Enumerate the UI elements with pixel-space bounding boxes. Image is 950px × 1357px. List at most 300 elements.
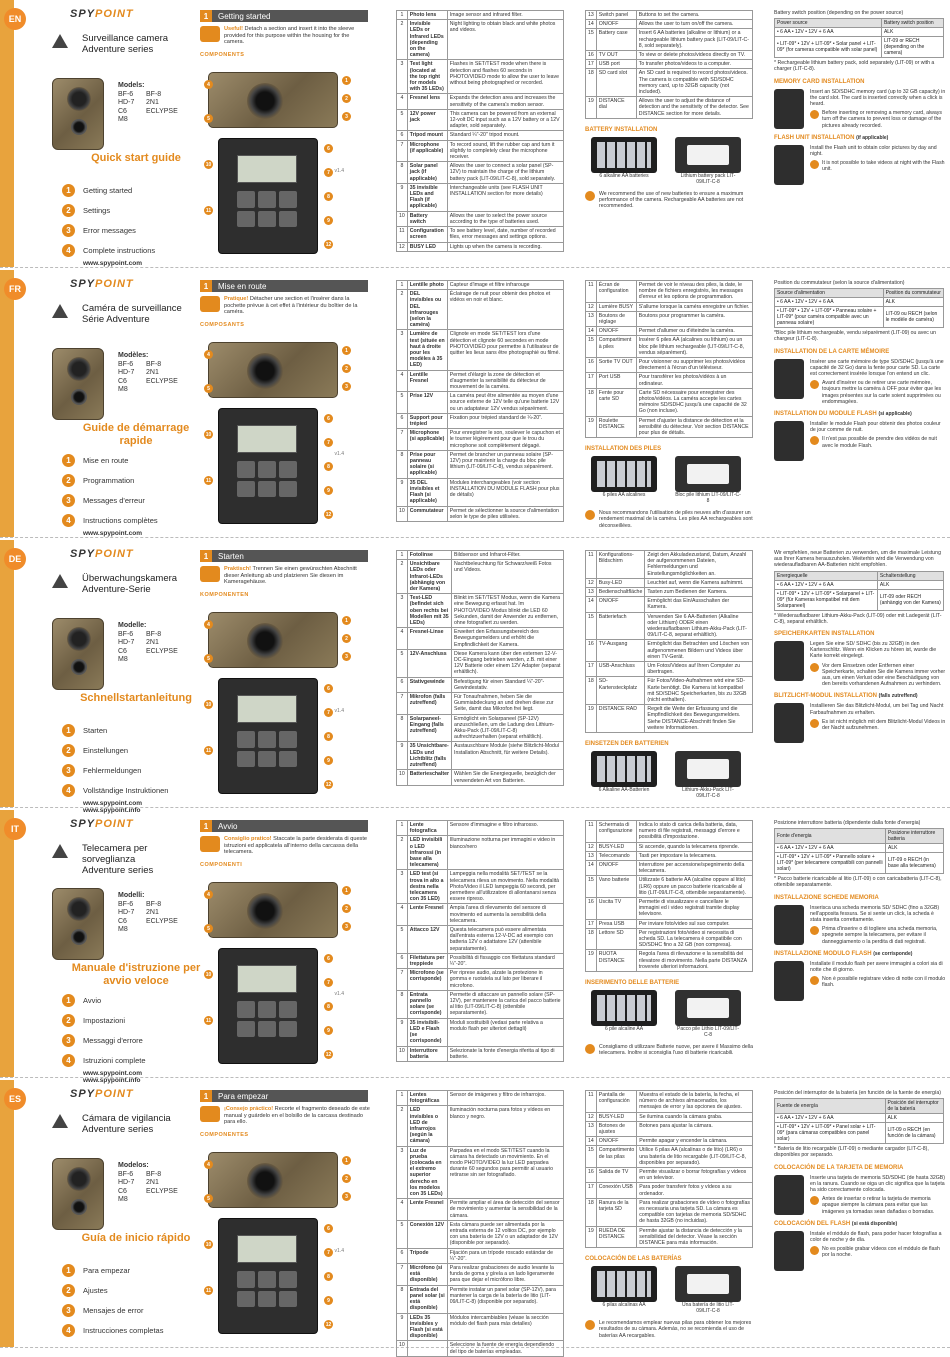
models-list <box>118 1162 186 1205</box>
model-name: ECLYPSE <box>146 917 178 925</box>
table-cell: LIT-09 o RECH (in base alla telecamera) <box>886 853 944 874</box>
model-name: HD-7 <box>118 369 135 376</box>
component-callout: 6 <box>324 1224 333 1233</box>
warning-icon <box>810 976 819 985</box>
memory-card-text: Insérer une carte mémoire de type SD/SDHC (jusqu'à une capacité de 32 Go) dans la fente pour carte SD. La carte est correctement insérée lorsque l'on entend un clic. <box>810 358 944 378</box>
table-cell: Salida de TV <box>596 1168 636 1183</box>
table-cell: 7 <box>397 1264 408 1286</box>
guide-title-text: Guide de démarrage rapide <box>82 422 190 447</box>
table-row <box>586 1112 753 1121</box>
component-table-a <box>396 820 564 1062</box>
table-cell: Lettore SD <box>596 928 636 950</box>
table-cell: Presa USB <box>596 919 636 928</box>
version-label: v1.4 <box>334 708 344 714</box>
table-cell: Tripod mount <box>407 131 447 140</box>
table-cell: 1 <box>397 281 408 290</box>
table-cell: Permet de voir le niveau des piles, la date, le nombre de fichiers enregistrés, les messages d'erreur et les options de programmation. <box>636 281 752 303</box>
table-cell: 6 <box>397 131 408 140</box>
table-cell: Leuchtet auf, wenn die Kamera aufnimmt. <box>645 578 753 587</box>
brand-logo <box>70 818 150 832</box>
battery-caption: 6 piles AA alcalines <box>602 492 646 499</box>
table-row <box>586 416 753 438</box>
panel-button <box>279 1021 297 1038</box>
table-cell: 10 <box>397 506 408 521</box>
model-name: BF-8 <box>146 1170 162 1178</box>
table-cell: Microphone (si applicable) <box>407 429 447 451</box>
table-row <box>397 162 564 184</box>
table-cell: Diese Kamera kann über den externen 12-V-DC-Eingang betrieben werden, z.B. mit einer 12V Batterie oder einem 12V Adapter (separat erhältlich). <box>452 649 564 677</box>
flash-heading <box>774 951 946 957</box>
camera-interior-illustration <box>218 678 318 794</box>
table-cell: 14 <box>586 20 597 29</box>
table-cell: Permet de brancher un panneau solaire (SP-12V) pour maintenir la charge du bloc pile lithium (LIT-09/LIT-C-8), vendus séparément. <box>447 450 563 478</box>
table-cell: 14 <box>586 861 597 876</box>
tip-bold: Useful! <box>224 26 243 32</box>
guide-title-text: Quick start guide <box>91 152 181 164</box>
battery-caption: Una batería de litio LIT-09/LIT-C-8 <box>682 1302 734 1315</box>
step-item[interactable] <box>62 180 155 200</box>
table-cell: Attacco 12V <box>407 926 447 954</box>
info-icon <box>585 510 595 520</box>
installation-panel <box>774 10 946 185</box>
battery-captions <box>585 492 753 504</box>
table-cell: TV-Ausgang <box>596 640 645 662</box>
battery-caption: 6 alkaline AA batteries <box>599 172 649 179</box>
table-row <box>397 904 564 926</box>
component-callout: 7 <box>324 708 333 717</box>
battery-captions <box>585 787 753 799</box>
switch-footnote: * Pacco batterie ricaricabile al litio (LIT-09) o con caricabatteria (LIT-C-8), ottenibile separatamente. <box>774 876 942 889</box>
panel-button <box>237 731 255 748</box>
camera-front-image <box>52 888 104 960</box>
component-callout: 11 <box>205 207 212 214</box>
section-title: Avvio <box>218 821 238 831</box>
panel-button <box>279 1291 297 1308</box>
step-item[interactable] <box>62 740 168 760</box>
table-cell: Allows the user to select the power source according to the type of batteries used. <box>447 211 563 226</box>
component-callout: 7 <box>324 168 333 177</box>
memory-card-warning <box>810 380 946 405</box>
website-link[interactable]: www.spypoint.com <box>83 1070 142 1077</box>
steps-list <box>62 180 155 267</box>
component-table-b <box>585 10 753 209</box>
table-cell: Sensor de imágenes y filtro de infrarrojos. <box>447 1091 563 1106</box>
table-cell: ON/OFF <box>596 597 645 612</box>
table-cell: ALK <box>881 28 943 37</box>
table-row <box>397 1199 564 1221</box>
table-cell: Moduli sostituibili (vedasi parte relativa a modulo flash per ulteriori dettagli) <box>447 1018 563 1046</box>
lcd-screen <box>237 155 297 183</box>
camera-top-illustration <box>208 1152 338 1208</box>
table-cell: 9 <box>397 1018 408 1046</box>
table-row <box>586 950 753 972</box>
table-cell: Carte SD nécessaire pour enregistrer des photos/vidéos. La caméra accepte les cartes mémoire SD/SDHC jusqu'à une capacité de 32 Go (non incluse). <box>636 388 752 416</box>
lithium-pack-image <box>675 751 741 787</box>
table-cell: BUSY-LED <box>596 842 636 851</box>
panel-button <box>279 481 297 498</box>
section-number: 1 <box>200 280 212 292</box>
table-header: Power source <box>775 19 882 28</box>
step-item[interactable] <box>62 470 158 490</box>
component-table-b <box>585 820 753 1056</box>
table-header: Energiequelle <box>775 571 878 580</box>
table-cell: Ermöglicht ein Solarpaneel (SP-12V) anzuschließen, um die Ladung des Lithium-Akku-Pack (LIT-09/LIT-C-8) aufrechtzuerhalten (separat erhältlich). <box>452 714 564 742</box>
flash-warning <box>810 976 946 988</box>
step-number: 2 <box>62 204 75 217</box>
table-cell: 15 <box>586 29 597 51</box>
language-color-bar <box>0 810 14 1077</box>
panel-button <box>258 731 276 748</box>
step-item[interactable] <box>62 1280 163 1300</box>
flash-text-block <box>810 1231 946 1271</box>
step-label: Complete instructions <box>83 245 156 255</box>
step-item[interactable] <box>62 450 158 470</box>
memory-card-warning <box>810 926 946 945</box>
switch-intro: Position du commutateur (selon la source d'alimentation) <box>774 280 905 286</box>
step-item[interactable] <box>62 990 146 1010</box>
tip-text <box>224 566 370 586</box>
flash-heading-text: COLOCACIÓN DEL FLASH <box>774 1220 851 1227</box>
table-cell: 5 <box>397 926 408 954</box>
table-cell: Für Fotos/Video-Aufnahmen wird eine SD-Karte benötigt. Die Kamera ist kompatibel mit SD/SDHC Speicherkarten, bis zu 32GB (nicht enthalten). <box>645 677 753 705</box>
panel-button <box>237 461 255 478</box>
memory-card-row <box>774 641 946 687</box>
step-number: 1 <box>62 994 75 1007</box>
flash-text: Installer le module Flash pour obtenir des photos couleur de jour comme de nuit. <box>810 421 941 434</box>
table-cell: 35 Unsichtbare-LEDs und Lichtblitz (falls zutreffend) <box>407 742 451 770</box>
power-switch-table <box>774 18 944 58</box>
flash-row <box>774 1231 946 1271</box>
battery-captions <box>585 1302 753 1314</box>
model-name: M8 <box>118 116 128 123</box>
table-row <box>775 1114 944 1123</box>
table-cell: LED invisibles o LED de infrarrojos (según la cámara) <box>407 1106 447 1146</box>
table-cell: • LIT-09* • 12V + LIT-09* • Solarpanel + LIT-09* (für Kameras kompatibel mit dem Solarpaneel) <box>775 589 878 610</box>
table-cell: 10 <box>397 211 408 226</box>
table-cell: Vano batterie <box>596 876 636 898</box>
step-item[interactable] <box>62 1010 146 1030</box>
table-cell: 13 <box>586 1121 597 1136</box>
flash-unit-image <box>774 703 804 743</box>
version-label: v1.4 <box>334 1248 344 1254</box>
website-link[interactable]: www.spypoint.info <box>83 807 141 814</box>
switch-footnote: * Wiederaufladbarer Lithium-Akku-Pack (LIT-09) oder mit Ladegerät (LIT-C-8), separat erhältlich. <box>774 612 942 625</box>
table-cell: Para poder transferir fotos y vídeos a su ordenador. <box>637 1183 753 1198</box>
component-callout: 10 <box>205 1241 212 1248</box>
component-callout: 10 <box>205 701 212 708</box>
table-row <box>586 29 753 51</box>
step-item[interactable] <box>62 220 155 240</box>
table-row <box>397 969 564 991</box>
step-item[interactable] <box>62 200 155 220</box>
table-row <box>775 1123 944 1144</box>
warning-icon <box>810 663 819 672</box>
flash-heading-text: BLITZLICHT-MODUL INSTALLATION <box>774 693 877 700</box>
component-callout: 1 <box>342 1156 351 1165</box>
battery-images <box>585 751 753 787</box>
table-row <box>397 60 564 94</box>
table-cell: An SD card is required to record photos/videos. The camera is compatible with SD/SDHC memory card, up to 32GB capacity (not included). <box>636 69 752 97</box>
section-title: Mise en route <box>218 281 267 291</box>
tip-body: Detach a section and insert it into the sleeve provided for this purpose within the housing for the camera. <box>224 26 355 45</box>
table-header-row <box>775 19 944 28</box>
components-heading: COMPONENTS <box>200 51 245 58</box>
table-row <box>586 677 753 705</box>
camera-interior-illustration <box>218 1218 318 1334</box>
step-item[interactable] <box>62 780 168 800</box>
step-item[interactable] <box>62 240 155 260</box>
table-cell: 4 <box>397 904 408 926</box>
table-row <box>397 560 564 594</box>
step-item[interactable] <box>62 720 168 740</box>
table-cell: ALK <box>886 844 944 853</box>
brand-logo <box>70 8 150 22</box>
table-cell: Allows the user to connect a solar panel (SP-12V) to maintain the charge of the lithium battery pack (LIT-09/LIT-C-8), sold separately. <box>447 162 563 184</box>
flash-text: Installate il modulo flash per avere immagini a colori sia di notte che di giorno. <box>810 960 943 974</box>
table-cell: 12 <box>586 302 597 311</box>
table-row <box>397 990 564 1018</box>
table-cell: 11 <box>586 1091 597 1113</box>
component-table-b <box>585 550 753 799</box>
panel-button <box>258 1001 276 1018</box>
flash-text: Instale el módulo de flash, para poder hacer fotografías a color de noche y de día. <box>810 1230 942 1244</box>
table-row <box>397 450 564 478</box>
component-callout: 11 <box>205 1017 212 1024</box>
flash-unit-image <box>774 421 804 461</box>
flash-heading-note: (if applicable) <box>856 134 889 141</box>
flash-heading-text: INSTALLAZIONE MODULO FLASH <box>774 950 872 957</box>
table-cell: 17 <box>586 60 597 69</box>
panel-button <box>237 191 255 208</box>
table-cell: 7 <box>397 429 408 451</box>
flash-heading-text: FLASH UNIT INSTALLATION <box>774 134 855 141</box>
table-header: Source d'alimentation <box>775 289 884 298</box>
component-table-a <box>396 550 564 786</box>
models-list <box>118 352 186 395</box>
step-item[interactable] <box>62 490 158 510</box>
table-cell: USB-Anschluss <box>596 662 645 677</box>
step-item[interactable] <box>62 1320 163 1340</box>
component-callout: 7 <box>324 438 333 447</box>
table-cell: 6 <box>397 1248 408 1263</box>
step-item[interactable] <box>62 1050 146 1070</box>
getting-started-panel <box>200 10 370 260</box>
component-callout: 5 <box>204 384 213 393</box>
table-cell: Commutateur <box>407 506 447 521</box>
step-item[interactable] <box>62 1300 163 1320</box>
step-label: Fehlermeldungen <box>83 765 142 775</box>
version-label: v1.4 <box>334 451 344 457</box>
step-label: Impostazioni <box>83 1015 126 1025</box>
warning-text: Vor dem Einsetzen oder Entfernen einer Speicherkarte, schalten Sie die Kamera immer vorher aus, um einen Verlust oder eine Beschädigung von den bereits vorhandenen Aufnahmen zu verhindern. <box>822 662 946 688</box>
memory-card-warning <box>810 663 946 688</box>
steps-list <box>62 1260 163 1340</box>
table-cell: Luz de prueba (colocada en el extremo superior derecho en los modelos con 35 LEDs) <box>407 1146 447 1199</box>
table-row <box>586 1183 753 1198</box>
table-cell: Lentille photo <box>407 281 447 290</box>
table-row <box>586 281 753 303</box>
table-cell: LIT-09 oder RECH (anhängig von der Kamera) <box>877 589 943 610</box>
component-callout: 5 <box>204 1194 213 1203</box>
table-header: Battery switch position <box>881 19 943 28</box>
panel-button <box>237 211 255 228</box>
battery-note <box>585 510 753 529</box>
step-label: Mise en route <box>83 455 129 465</box>
component-callout: 6 <box>324 144 333 153</box>
battery-captions <box>585 173 753 185</box>
table-cell: ON/OFF <box>596 861 636 876</box>
flash-heading-text: INSTALLATION DU MODULE FLASH <box>774 411 877 418</box>
table-row <box>586 612 753 640</box>
step-number: 2 <box>62 474 75 487</box>
table-cell: Lentes fotográficas <box>407 1091 447 1106</box>
warning-text: Avant d'insérer ou de retirer une carte mémoire, toujours mettre la caméra à OFF pour éviter que les images présentes sur la carte soient supprimées ou endommagées. <box>822 380 942 405</box>
table-cell: 12 <box>586 578 597 587</box>
table-cell: 15 <box>586 1146 597 1168</box>
switch-intro: Battery switch position (depending on the power source) <box>774 10 904 16</box>
step-label: Instructions complètes <box>83 515 158 525</box>
brand-logo-a: SPY <box>70 548 96 560</box>
table-row <box>397 211 564 226</box>
installation-panel <box>774 1090 946 1271</box>
table-cell: 3 <box>397 60 408 94</box>
warning-text: Il n'est pas possible de prendre des vidéos de nuit avec le module Flash. <box>822 436 937 449</box>
models-label: Modèles: <box>118 352 149 359</box>
models-list <box>118 82 186 125</box>
table-cell: Image sensor and infrared filter. <box>447 11 563 20</box>
component-callout: 3 <box>342 112 351 121</box>
table-cell: Buttons to set the camera. <box>636 11 752 20</box>
table-cell: Compartiment à piles <box>596 336 636 358</box>
table-cell: • 6 AA • 12V • 12V + 6 AA <box>775 298 884 307</box>
language-section <box>0 1080 950 1355</box>
website-link[interactable]: www.spypoint.info <box>83 1077 141 1084</box>
website-link[interactable]: www.spypoint.com <box>83 800 142 807</box>
table-row <box>586 336 753 358</box>
table-header: Schalterstellung <box>877 571 943 580</box>
table-cell: Prise 12V <box>407 392 447 414</box>
table-row <box>775 580 944 589</box>
table-cell: DISTANCE RAD <box>596 705 645 733</box>
camera-front-image <box>52 348 104 420</box>
table-cell: Um Fotos/Videos auf Ihren Computer zu übertragen. <box>645 662 753 677</box>
step-label: Vollständige Instruktionen <box>83 785 169 795</box>
panel-button <box>279 211 297 228</box>
brand-logo-b: POINT <box>95 1088 134 1100</box>
section-number: 1 <box>200 820 212 832</box>
component-table <box>396 280 564 522</box>
table-row <box>397 429 564 451</box>
table-cell: Micrófono (si está disponible) <box>407 1264 447 1286</box>
table-cell: DEL invisibles ou DEL infrarouges (selon la caméra) <box>407 290 447 330</box>
table-row <box>586 51 753 60</box>
table-cell: Wählen Sie die Energiequelle, bezüglich der verwendeten Art von Batterien. <box>452 770 564 785</box>
table-cell: Regola l'area di rilevazione e la sensibilità del rilevatore di movimento. Nella parte DISTANZA troverete ulteriori informazioni. <box>636 950 752 972</box>
aa-batteries-image <box>591 137 657 173</box>
table-cell: 16 <box>586 640 597 662</box>
table-row <box>775 307 944 328</box>
model-name: M8 <box>118 386 128 393</box>
table-cell: 2 <box>397 836 408 870</box>
component-callout: 6 <box>324 414 333 423</box>
warning-icon <box>810 436 819 445</box>
table-cell: 19 <box>586 1226 597 1248</box>
table-cell: Pour visionner ou supprimer les photos/vidéos directement à l'écran d'un téléviseur. <box>636 358 752 373</box>
table-cell: 35 invisibili-LED e Flash (se corrisponde) <box>407 1018 447 1046</box>
table-cell: 17 <box>586 919 597 928</box>
component-callout: 10 <box>205 161 212 168</box>
guide-title-text: Manuale d'istruzione per avvio veloce <box>71 962 201 987</box>
component-callout: 4 <box>204 1160 213 1169</box>
installation-panel <box>774 280 946 461</box>
section-number: 1 <box>200 10 212 22</box>
step-item[interactable] <box>62 760 168 780</box>
battery-note-text: We recommend the use of new batteries to ensure a maximum performance of the camera. Rechargeable AA batteries are not recommended. <box>599 190 744 210</box>
component-callout: 5 <box>204 654 213 663</box>
flash-text-block <box>810 703 946 743</box>
product-title-line1: Cámara de vigilancia <box>82 1113 171 1124</box>
table-cell: 14 <box>586 1137 597 1146</box>
warning-triangle-icon <box>52 34 68 48</box>
table-cell: Fotolinse <box>407 551 451 560</box>
table-row <box>586 373 753 388</box>
step-label: Istruzioni complete <box>83 1055 146 1065</box>
language-color-bar <box>0 0 14 267</box>
table-row <box>397 1046 564 1061</box>
component-callout: 4 <box>204 350 213 359</box>
step-item[interactable] <box>62 510 158 530</box>
models-label: Modelos: <box>118 1162 149 1169</box>
table-cell: To view or delete photos/videos directly on TV. <box>636 51 752 60</box>
website-link[interactable]: www.spypoint.com <box>83 530 142 537</box>
product-title <box>82 303 202 325</box>
table-row <box>586 302 753 311</box>
models-grid <box>118 901 186 935</box>
components-heading: COMPONENTES <box>200 1131 249 1138</box>
table-cell: 5 <box>397 1220 408 1248</box>
table-cell: Insérer 6 piles AA (alcalines ou lithium) ou un bloc pile lithium rechargeable (LIT-09/LIT-C-8, vendus séparément). <box>636 336 752 358</box>
language-section <box>0 270 950 538</box>
memory-card-text: Inserisca una scheda memoria SD/ SDHC (fino a 32GB) nell'apposita fessura. Se si sente un click, la scheda è stata inserita correttamente. <box>810 904 940 924</box>
table-cell: Permet d'allumer ou d'éteindre la caméra. <box>636 327 752 336</box>
models-label: Modelle: <box>118 622 147 629</box>
table-row <box>397 1018 564 1046</box>
step-label: Getting started <box>83 185 133 195</box>
table-cell: 18 <box>586 1198 597 1226</box>
table-cell: Indica lo stato di carica della batteria, data, numero di file registrati, messaggi d'errore e possibilità d'impostazione. <box>636 821 752 843</box>
step-item[interactable] <box>62 1260 163 1280</box>
version-label: v1.4 <box>334 991 344 997</box>
flash-heading <box>774 693 946 699</box>
component-callout: 9 <box>324 216 333 225</box>
step-label: Instrucciones completas <box>83 1325 164 1335</box>
table-row <box>397 649 564 677</box>
lcd-screen <box>237 695 297 723</box>
camera-interior-illustration <box>218 138 318 254</box>
table-cell: 13 <box>586 851 597 860</box>
table-cell: To transfer photos/videos to a computer. <box>636 60 752 69</box>
table-cell: 6 <box>397 413 408 428</box>
table-row <box>397 1091 564 1106</box>
model-name: M8 <box>118 656 128 663</box>
table-cell: Lampeggia nella modalità SET/TEST se la telecamera rileva un movimento. Nella modalità Photo/Video il LED lampeggia 60 secondi, per permettere all'utilizzatore di allontanarsi senza essere ripreso. <box>447 870 563 904</box>
step-item[interactable] <box>62 1030 146 1050</box>
panel-button <box>258 751 276 768</box>
table-cell: Para realizar grabaciones de audio levante la funda de goma y gírela a un lado ligeramente para que dejar el micrófono libre. <box>447 1264 563 1286</box>
product-title-line1: Caméra de surveillance <box>82 303 182 314</box>
website-link[interactable]: www.spypoint.com <box>83 260 142 267</box>
table-cell: 12 <box>586 1112 597 1121</box>
